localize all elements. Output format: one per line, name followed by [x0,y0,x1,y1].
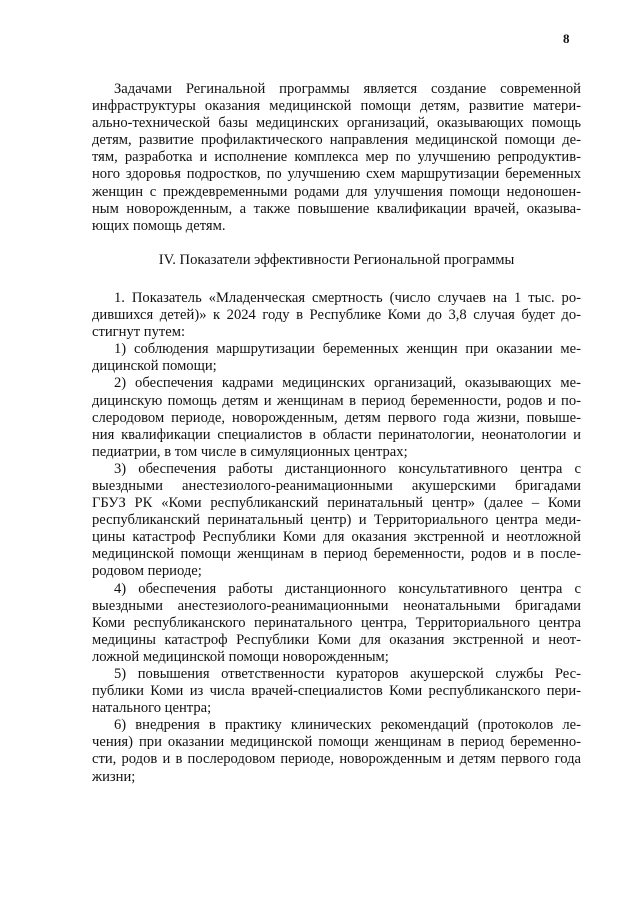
text-line: дившихся детей)» к 2024 году в Республике Коми до 3,8 случая будет до- [92,307,581,324]
text-line: 3) обеспечения работы дистанционного консультативного центра с [114,460,581,477]
text-line: тям, разработка и исполнение комплекса мер по улучшению репродуктив- [92,149,581,166]
text-line: натального центра; [92,700,212,717]
text-line: ного здоровья подростков, по улучшению схем маршрутизации беременных [92,166,581,183]
text-line: ния квалификации специалистов в области перинатологии, неонатологии и [92,426,581,443]
text-line: цины катастроф Республики Коми для оказания экстренной и неотложной [92,529,581,546]
text-line: республиканский перинатальный центр) и Территориального центра меди- [92,512,581,529]
section-heading: IV. Показатели эффективности Региональной программы [158,251,515,268]
text-line: выездными анестезиолого-реанимационными неонатальными бригадами [92,597,581,614]
spacer [92,235,581,252]
text-line: женщин с преждевременными родами для улучшения помощи недоношен- [92,183,581,200]
text-line: 5) повышения ответственности кураторов акушерской службы Рес- [114,666,581,682]
text-line: медицинской помощи женщинам в период беременности, родов и в после- [92,546,581,563]
spacer [92,269,581,290]
text-line: 1. Показатель «Младенческая смертность (число случаев на 1 тыс. ро- [114,289,581,306]
text-line: сти, родов и в послеродовом периоде, новорожденным и детям первого года [92,751,581,768]
text-line: 2) обеспечения кадрами медицинских организаций, оказывающих ме- [114,375,581,392]
text-line: Задачами Регинальной программы является создание современной [114,81,581,97]
text-line: родовом периоде; [92,563,202,580]
text-line: инфраструктуры оказания медицинской помощи детям, развитие матери- [92,98,581,115]
page-number: 8 [563,31,570,46]
text-line: публики Коми из числа врачей-специалистов Коми республиканского пери- [92,683,581,700]
text-line: дицинской помощи; [92,358,217,375]
text-line: педиатрии, в том числе в симуляционных центрах; [92,443,408,460]
text-line: стигнут путем: [92,324,186,341]
text-line: медицины катастроф Республики Коми для оказания экстренной и неот- [92,631,581,648]
text-line: дицинскую помощь детям и женщинам в период беременности, родов и по- [92,392,581,409]
text-line: 1) соблюдения маршрутизации беременных женщин при оказании ме- [114,341,581,358]
text-line: выездными анестезиолого-реанимационными акушерскими бригадами [92,477,581,494]
text-line: ально-технической базы медицинских организаций, оказывающих помощь [92,115,581,132]
text-line: Коми республиканского перинатального центра, Территориального центра [92,614,581,631]
text-line: жизни; [92,768,136,785]
text-line: слеродовом периоде, новорожденным, детям первого года жизни, повыше- [92,409,581,426]
text-line: ложной медицинской помощи новорожденным; [92,648,389,665]
text-line: чения) при оказании медицинской помощи женщинам в период беременно- [92,734,581,751]
text-line: 6) внедрения в практику клинических рекомендаций (протоколов ле- [114,717,581,734]
document-body [92,81,581,786]
text-line: 4) обеспечения работы дистанционного консультативного центра с [114,580,581,597]
text-line: ющих помощь детям. [92,217,226,234]
text-line: ГБУЗ РК «Коми республиканский перинатальный центр» (далее – Коми [92,495,581,512]
text-line: ным новорожденным, а также повышение квалификации врачей, оказыва- [92,200,581,217]
text-line: детям, развитие профилактического направления медицинской помощи де- [92,132,581,149]
